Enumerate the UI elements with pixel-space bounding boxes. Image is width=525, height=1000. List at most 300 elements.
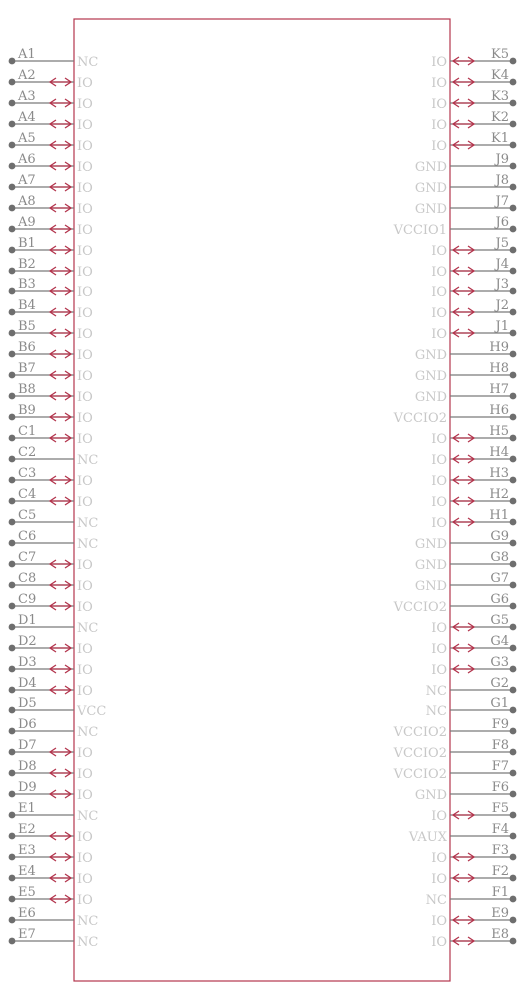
pin-number-label: H1 <box>489 508 509 523</box>
pin-name-label: IO <box>77 642 93 657</box>
pin-number-label: G5 <box>490 613 509 628</box>
pin-number-label: F6 <box>491 780 509 795</box>
pin-end-dot[interactable] <box>510 540 517 547</box>
pin-name-label: IO <box>77 474 93 489</box>
pin-name-label: IO <box>431 516 447 531</box>
pin-number-label: H3 <box>489 466 509 481</box>
right-pin-row <box>393 738 517 761</box>
pin-name-label: IO <box>431 139 447 154</box>
pin-end-dot[interactable] <box>9 309 16 316</box>
pin-end-dot[interactable] <box>510 561 517 568</box>
pin-name-label: NC <box>77 725 99 740</box>
left-pin-row <box>9 110 93 133</box>
pin-number-label: J8 <box>495 173 509 188</box>
left-pin-row <box>9 885 93 908</box>
pin-number-label: E6 <box>18 906 36 921</box>
pin-number-label: H2 <box>489 487 509 502</box>
pin-end-dot[interactable] <box>9 142 16 149</box>
pin-end-dot[interactable] <box>510 854 517 861</box>
pin-number-label: B2 <box>18 257 36 272</box>
pin-name-label: IO <box>77 369 93 384</box>
left-pin-group <box>9 47 107 950</box>
pin-end-dot[interactable] <box>9 330 16 337</box>
pin-name-label: IO <box>77 223 93 238</box>
right-pin-row <box>431 424 516 447</box>
pin-end-dot[interactable] <box>510 121 517 128</box>
right-pin-row <box>431 655 516 678</box>
right-pin-row <box>415 780 517 803</box>
bidirectional-arrow-icon <box>50 120 71 128</box>
pin-end-dot[interactable] <box>9 163 16 170</box>
left-pin-row <box>9 780 93 803</box>
bidirectional-arrow-icon <box>50 476 71 484</box>
bidirectional-arrow-icon <box>50 392 71 400</box>
bidirectional-arrow-icon <box>453 476 474 484</box>
pin-name-label: IO <box>431 244 447 259</box>
pin-name-label: IO <box>77 139 93 154</box>
pin-name-label: IO <box>77 265 93 280</box>
pin-name-label: GND <box>414 579 447 594</box>
pin-number-label: K2 <box>491 110 509 125</box>
pin-name-label: GND <box>414 558 447 573</box>
pin-name-label: NC <box>77 914 99 929</box>
right-pin-row <box>431 68 516 91</box>
pin-end-dot[interactable] <box>9 561 16 568</box>
pin-name-label: IO <box>431 97 447 112</box>
bidirectional-arrow-icon <box>50 769 71 777</box>
pin-number-label: E4 <box>18 864 36 879</box>
pin-end-dot[interactable] <box>9 603 16 610</box>
right-pin-row <box>431 508 516 531</box>
pin-end-dot[interactable] <box>510 288 517 295</box>
pin-end-dot[interactable] <box>9 456 16 463</box>
pin-end-dot[interactable] <box>510 645 517 652</box>
bidirectional-arrow-icon <box>453 99 474 107</box>
right-pin-row <box>408 822 517 845</box>
bidirectional-arrow-icon <box>453 141 474 149</box>
left-pin-row <box>9 487 93 510</box>
right-pin-row <box>426 885 517 908</box>
right-pin-row <box>431 927 516 950</box>
bidirectional-arrow-icon <box>50 287 71 295</box>
pin-number-label: D5 <box>18 696 37 711</box>
pin-end-dot[interactable] <box>9 519 16 526</box>
right-pin-row <box>415 550 517 573</box>
pin-name-label: IO <box>77 495 93 510</box>
left-pin-row <box>9 655 93 678</box>
pin-end-dot[interactable] <box>9 707 16 714</box>
pin-name-label: GND <box>414 788 447 803</box>
pin-end-dot[interactable] <box>510 247 517 254</box>
right-pin-row <box>393 215 517 238</box>
pin-end-dot[interactable] <box>510 687 517 694</box>
pin-number-label: B6 <box>18 340 36 355</box>
bidirectional-arrow-icon <box>453 811 474 819</box>
pin-end-dot[interactable] <box>510 728 517 735</box>
pin-end-dot[interactable] <box>510 812 517 819</box>
pin-end-dot[interactable] <box>510 938 517 945</box>
bidirectional-arrow-icon <box>50 246 71 254</box>
pin-number-label: B1 <box>18 236 36 251</box>
bidirectional-arrow-icon <box>453 78 474 86</box>
pin-name-label: IO <box>77 851 93 866</box>
pin-name-label: IO <box>431 935 447 950</box>
pin-end-dot[interactable] <box>510 184 517 191</box>
pin-number-label: G7 <box>490 571 509 586</box>
bidirectional-arrow-icon <box>50 497 71 505</box>
bidirectional-arrow-icon <box>50 602 71 610</box>
pin-number-label: D3 <box>18 655 37 670</box>
right-pin-row <box>431 277 516 300</box>
pin-end-dot[interactable] <box>510 142 517 149</box>
pin-number-label: G8 <box>490 550 509 565</box>
pin-name-label: IO <box>431 851 447 866</box>
bidirectional-arrow-icon <box>50 665 71 673</box>
bidirectional-arrow-icon <box>50 225 71 233</box>
left-pin-row <box>9 927 99 950</box>
pin-end-dot[interactable] <box>510 100 517 107</box>
pin-number-label: A8 <box>18 194 36 209</box>
pin-end-dot[interactable] <box>9 854 16 861</box>
pin-name-label: IO <box>431 118 447 133</box>
pin-end-dot[interactable] <box>9 812 16 819</box>
pin-number-label: G9 <box>490 529 509 544</box>
pin-end-dot[interactable] <box>510 791 517 798</box>
pin-number-label: B5 <box>18 319 36 334</box>
pin-name-label: IO <box>77 830 93 845</box>
pin-end-dot[interactable] <box>510 624 517 631</box>
pin-number-label: H6 <box>489 403 509 418</box>
bidirectional-arrow-icon <box>453 916 474 924</box>
right-pin-row <box>426 696 517 719</box>
pin-end-dot[interactable] <box>9 498 16 505</box>
pin-name-label: IO <box>431 621 447 636</box>
pin-end-dot[interactable] <box>510 372 517 379</box>
pin-name-label: IO <box>77 306 93 321</box>
pin-end-dot[interactable] <box>9 624 16 631</box>
left-pin-row <box>9 634 93 657</box>
left-pin-row <box>9 822 93 845</box>
pin-end-dot[interactable] <box>510 603 517 610</box>
bidirectional-arrow-icon <box>50 853 71 861</box>
bidirectional-arrow-icon <box>453 308 474 316</box>
pin-end-dot[interactable] <box>510 79 517 86</box>
left-pin-row <box>9 340 93 363</box>
pin-end-dot[interactable] <box>9 184 16 191</box>
pin-end-dot[interactable] <box>510 666 517 673</box>
right-pin-row <box>431 319 516 342</box>
left-pin-row <box>9 717 99 740</box>
pin-end-dot[interactable] <box>9 687 16 694</box>
bidirectional-arrow-icon <box>453 246 474 254</box>
pin-number-label: J9 <box>495 152 509 167</box>
pin-end-dot[interactable] <box>510 226 517 233</box>
left-pin-row <box>9 47 99 70</box>
pin-end-dot[interactable] <box>510 351 517 358</box>
pin-end-dot[interactable] <box>510 833 517 840</box>
pin-end-dot[interactable] <box>510 330 517 337</box>
pin-name-label: IO <box>77 746 93 761</box>
pin-end-dot[interactable] <box>510 875 517 882</box>
bidirectional-arrow-icon <box>50 895 71 903</box>
pin-number-label: K4 <box>491 68 509 83</box>
pin-end-dot[interactable] <box>9 247 16 254</box>
bidirectional-arrow-icon <box>50 204 71 212</box>
pin-name-label: GND <box>414 202 447 217</box>
pin-end-dot[interactable] <box>510 582 517 589</box>
pin-number-label: D6 <box>18 717 37 732</box>
pin-name-label: IO <box>77 244 93 259</box>
right-pin-row <box>415 382 517 405</box>
pin-number-label: D7 <box>18 738 37 753</box>
pin-number-label: J6 <box>495 215 509 230</box>
pin-name-label: NC <box>77 55 99 70</box>
left-pin-row <box>9 738 93 761</box>
pin-number-label: J5 <box>495 236 509 251</box>
bidirectional-arrow-icon <box>453 665 474 673</box>
pin-name-label: IO <box>77 390 93 405</box>
bidirectional-arrow-icon <box>50 413 71 421</box>
pin-number-label: G3 <box>490 655 509 670</box>
pin-name-label: IO <box>431 809 447 824</box>
pin-name-label: IO <box>431 306 447 321</box>
pin-name-label: VCCIO1 <box>393 223 447 238</box>
bidirectional-arrow-icon <box>453 497 474 505</box>
pin-number-label: C2 <box>18 445 37 460</box>
pin-end-dot[interactable] <box>9 770 16 777</box>
pin-name-label: IO <box>77 181 93 196</box>
pin-end-dot[interactable] <box>9 791 16 798</box>
pin-end-dot[interactable] <box>510 456 517 463</box>
pin-name-label: IO <box>431 663 447 678</box>
bidirectional-arrow-icon <box>50 329 71 337</box>
left-pin-row <box>9 864 93 887</box>
pin-number-label: F4 <box>491 822 509 837</box>
pin-number-label: F8 <box>491 738 509 753</box>
pin-end-dot[interactable] <box>510 519 517 526</box>
bidirectional-arrow-icon <box>50 141 71 149</box>
right-pin-row <box>415 152 517 175</box>
pin-number-label: H9 <box>489 340 509 355</box>
pin-end-dot[interactable] <box>9 435 16 442</box>
left-pin-row <box>9 277 93 300</box>
pin-number-label: E2 <box>18 822 36 837</box>
pin-number-label: D2 <box>18 634 37 649</box>
pin-end-dot[interactable] <box>9 226 16 233</box>
pin-name-label: IO <box>77 118 93 133</box>
pin-name-label: IO <box>77 411 93 426</box>
pin-end-dot[interactable] <box>510 268 517 275</box>
right-pin-row <box>393 403 517 426</box>
pin-name-label: NC <box>425 704 447 719</box>
pin-number-label: F5 <box>491 801 509 816</box>
bidirectional-arrow-icon <box>50 790 71 798</box>
pin-end-dot[interactable] <box>510 917 517 924</box>
pin-name-label: VCCIO2 <box>393 767 447 782</box>
pin-name-label: IO <box>77 788 93 803</box>
pin-name-label: IO <box>431 76 447 91</box>
right-pin-row <box>431 906 516 929</box>
bidirectional-arrow-icon <box>453 937 474 945</box>
pin-name-label: IO <box>77 663 93 678</box>
bidirectional-arrow-icon <box>453 623 474 631</box>
pin-end-dot[interactable] <box>9 414 16 421</box>
pin-name-label: IO <box>77 872 93 887</box>
pin-number-label: F7 <box>491 759 509 774</box>
pin-end-dot[interactable] <box>510 393 517 400</box>
pin-end-dot[interactable] <box>510 707 517 714</box>
pin-end-dot[interactable] <box>9 728 16 735</box>
pin-name-label: IO <box>431 474 447 489</box>
pin-end-dot[interactable] <box>9 896 16 903</box>
pin-name-label: VCCIO2 <box>393 725 447 740</box>
pin-end-dot[interactable] <box>9 288 16 295</box>
right-pin-row <box>431 487 516 510</box>
pin-name-label: GND <box>414 181 447 196</box>
pin-end-dot[interactable] <box>9 372 16 379</box>
left-pin-row <box>9 592 93 615</box>
pin-end-dot[interactable] <box>9 393 16 400</box>
pin-number-label: A3 <box>18 89 36 104</box>
pin-name-label: NC <box>425 893 447 908</box>
pin-end-dot[interactable] <box>9 351 16 358</box>
pin-name-label: NC <box>77 453 99 468</box>
pin-name-label: IO <box>77 600 93 615</box>
bidirectional-arrow-icon <box>50 78 71 86</box>
pin-number-label: C3 <box>18 466 37 481</box>
bidirectional-arrow-icon <box>453 120 474 128</box>
right-pin-row <box>431 110 516 133</box>
pin-end-dot[interactable] <box>9 875 16 882</box>
pin-number-label: A6 <box>18 152 36 167</box>
pin-end-dot[interactable] <box>9 100 16 107</box>
pin-end-dot[interactable] <box>9 205 16 212</box>
bidirectional-arrow-icon <box>50 832 71 840</box>
pin-number-label: B9 <box>18 403 36 418</box>
right-pin-row <box>431 801 516 824</box>
right-pin-row <box>431 89 516 112</box>
pin-end-dot[interactable] <box>510 770 517 777</box>
pin-end-dot[interactable] <box>9 582 16 589</box>
pin-end-dot[interactable] <box>9 79 16 86</box>
pin-name-label: IO <box>431 642 447 657</box>
pin-end-dot[interactable] <box>510 205 517 212</box>
pin-number-label: C5 <box>18 508 37 523</box>
bidirectional-arrow-icon <box>453 267 474 275</box>
pin-number-label: H7 <box>489 382 509 397</box>
pin-end-dot[interactable] <box>510 309 517 316</box>
pin-end-dot[interactable] <box>510 498 517 505</box>
pin-name-label: GND <box>414 160 447 175</box>
pin-name-label: IO <box>77 684 93 699</box>
right-pin-group <box>393 47 517 950</box>
bidirectional-arrow-icon <box>50 644 71 652</box>
left-pin-row <box>9 906 99 929</box>
left-pin-row <box>9 131 93 154</box>
pin-number-label: G2 <box>490 676 509 691</box>
pin-name-label: NC <box>77 516 99 531</box>
bidirectional-arrow-icon <box>50 162 71 170</box>
pin-number-label: E8 <box>491 927 509 942</box>
right-pin-row <box>393 759 517 782</box>
pin-name-label: IO <box>77 767 93 782</box>
left-pin-row <box>9 696 107 719</box>
pin-name-label: IO <box>431 285 447 300</box>
pin-end-dot[interactable] <box>9 917 16 924</box>
pin-number-label: F2 <box>491 864 509 879</box>
pin-name-label: IO <box>431 265 447 280</box>
pin-number-label: C1 <box>18 424 37 439</box>
pin-name-label: IO <box>77 893 93 908</box>
pin-number-label: G4 <box>490 634 509 649</box>
pin-name-label: IO <box>77 579 93 594</box>
right-pin-row <box>431 613 516 636</box>
bidirectional-arrow-icon <box>453 329 474 337</box>
left-pin-row <box>9 382 93 405</box>
pin-number-label: D4 <box>18 676 37 691</box>
pin-number-label: E1 <box>18 801 36 816</box>
pin-end-dot[interactable] <box>9 58 16 65</box>
pin-end-dot[interactable] <box>9 268 16 275</box>
left-pin-row <box>9 319 93 342</box>
pin-number-label: F9 <box>491 717 509 732</box>
pin-end-dot[interactable] <box>9 540 16 547</box>
pin-number-label: K3 <box>491 89 509 104</box>
pin-end-dot[interactable] <box>9 749 16 756</box>
bidirectional-arrow-icon <box>50 581 71 589</box>
pin-number-label: A1 <box>18 47 36 62</box>
right-pin-row <box>415 361 517 384</box>
pin-number-label: C7 <box>18 550 37 565</box>
bidirectional-arrow-icon <box>453 57 474 65</box>
pin-end-dot[interactable] <box>9 666 16 673</box>
pin-name-label: IO <box>77 348 93 363</box>
right-pin-row <box>431 864 516 887</box>
pin-end-dot[interactable] <box>9 833 16 840</box>
right-pin-row <box>431 634 516 657</box>
bidirectional-arrow-icon <box>453 874 474 882</box>
pin-number-label: B4 <box>18 298 36 313</box>
left-pin-row <box>9 152 93 175</box>
bidirectional-arrow-icon <box>453 644 474 652</box>
pin-end-dot[interactable] <box>510 896 517 903</box>
pin-end-dot[interactable] <box>9 938 16 945</box>
pin-number-label: J1 <box>495 319 509 334</box>
pin-name-label: NC <box>77 809 99 824</box>
pin-name-label: IO <box>77 202 93 217</box>
bidirectional-arrow-icon <box>50 308 71 316</box>
pin-end-dot[interactable] <box>9 477 16 484</box>
pin-number-label: A9 <box>18 215 36 230</box>
right-pin-row <box>431 298 516 321</box>
pin-end-dot[interactable] <box>510 435 517 442</box>
left-pin-row <box>9 361 93 384</box>
bidirectional-arrow-icon <box>50 183 71 191</box>
pin-end-dot[interactable] <box>510 477 517 484</box>
pin-number-label: A4 <box>18 110 36 125</box>
pin-end-dot[interactable] <box>510 163 517 170</box>
pin-end-dot[interactable] <box>510 58 517 65</box>
pin-number-label: H5 <box>489 424 509 439</box>
pin-end-dot[interactable] <box>510 749 517 756</box>
pin-number-label: C4 <box>18 487 37 502</box>
pin-end-dot[interactable] <box>9 645 16 652</box>
pin-end-dot[interactable] <box>510 414 517 421</box>
pin-name-label: IO <box>77 558 93 573</box>
pin-end-dot[interactable] <box>9 121 16 128</box>
left-pin-row <box>9 801 99 824</box>
pin-name-label: IO <box>77 160 93 175</box>
